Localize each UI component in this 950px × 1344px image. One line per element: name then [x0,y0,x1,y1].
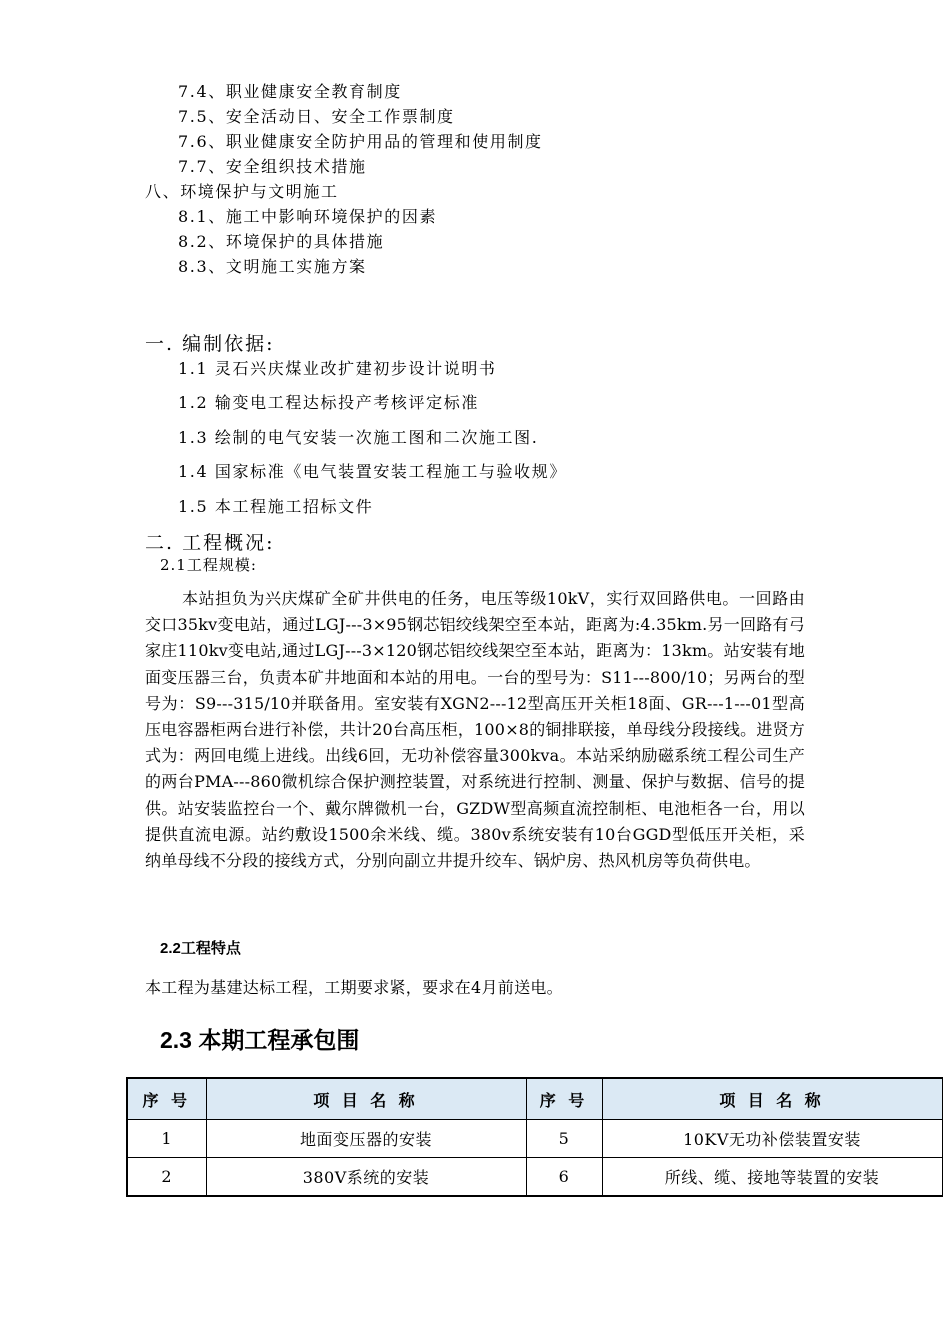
header-item-name: 项 目 名 称 [602,1078,942,1120]
features-text: 本工程为基建达标工程，工期要求紧，要求在4月前送电。 [145,978,563,997]
header-item-name: 项 目 名 称 [206,1078,526,1120]
overview-paragraph: 本站担负为兴庆煤矿全矿井供电的任务，电压等级10kV，实行双回路供电。一回路由交口35kv变电站，通过LGJ---3×95钢芯铝绞线架空至本站，距离为:4.35km.另一回路有弓家庄110kv变电站,通过LGJ---3×120钢芯铝绞线架空至本站，距离为：13km。站安装有地面变压器三台，负责本矿井地面和本站的用电。一台的型号为：S11---800/10；另两台的型号为：S9---315/10并联备用。室安装有XGN2---12型高压开关柜18面、GR---1---01型高压电容器柜两台进行补偿，共计20台高压柜，100×8的铜排联接，单母线分段接线。进贤方式为：两回电缆上进线。出线6回，无功补偿容量300kva。本站采纳励磁系统工程公司生产的两台PMA---860微机综合保护测控装置，对系统进行控制、测量、保护与数据、信号的提供。站安装监控台一个、戴尔牌微机一台，GZDW型高频直流控制柜、电池柜各一台，用以提供直流电源。站约敷设1500余米线、缆。380v系统安装有10台GGD型低压开关柜，采纳单母线不分段的接线方式，分别向副立井提升绞车、锅炉房、热风机房等负荷供电。 [145,589,805,871]
header-seq: 序 号 [127,1078,206,1120]
table-header-row [127,1078,942,1120]
toc-item: 7.7、安全组织技术措施 [178,157,367,176]
basis-item: 1.2 输变电工程达标投产考核评定标准 [178,393,479,412]
toc-item: 8.3、文明施工实施方案 [178,257,367,276]
basis-item: 1.5 本工程施工招标文件 [178,497,374,516]
basis-item: 1.3 绘制的电气安装一次施工图和二次施工图. [178,428,539,447]
subheading-features: 2.2工程特点 [160,940,241,957]
basis-item: 1.1 灵石兴庆煤业改扩建初步设计说明书 [178,359,497,378]
subheading-scale: 2.1工程规模: [160,556,257,574]
table-cell: 10KV无功补偿装置安装 [602,1120,942,1158]
header-seq: 序 号 [526,1078,602,1120]
table-cell: 5 [526,1120,602,1158]
toc-item: 8.1、施工中影响环境保护的因素 [178,207,438,226]
subheading-scope: 2.3 本期工程承包围 [160,1027,360,1053]
toc-item: 7.6、职业健康安全防护用品的管理和使用制度 [178,132,543,151]
toc-item: 7.5、安全活动日、安全工作票制度 [178,107,455,126]
basis-item: 1.4 国家标准《电气装置安装工程施工与验收规》 [178,462,567,481]
table-cell: 1 [127,1120,206,1158]
scope-table [126,1077,943,1197]
table-cell: 所线、缆、接地等装置的安装 [602,1158,942,1197]
section-heading-basis: 一. 编制依据: [145,333,275,355]
table-cell: 380V系统的安装 [206,1158,526,1197]
table-cell: 地面变压器的安装 [206,1120,526,1158]
toc-chapter: 八、环境保护与文明施工 [145,182,339,201]
section-heading-overview: 二. 工程概况: [145,532,275,554]
toc-item: 8.2、环境保护的具体措施 [178,232,385,251]
table-row [127,1120,942,1158]
table-row [127,1158,942,1197]
table-cell: 2 [127,1158,206,1197]
table-cell: 6 [526,1158,602,1197]
toc-item: 7.4、职业健康安全教育制度 [178,82,402,101]
